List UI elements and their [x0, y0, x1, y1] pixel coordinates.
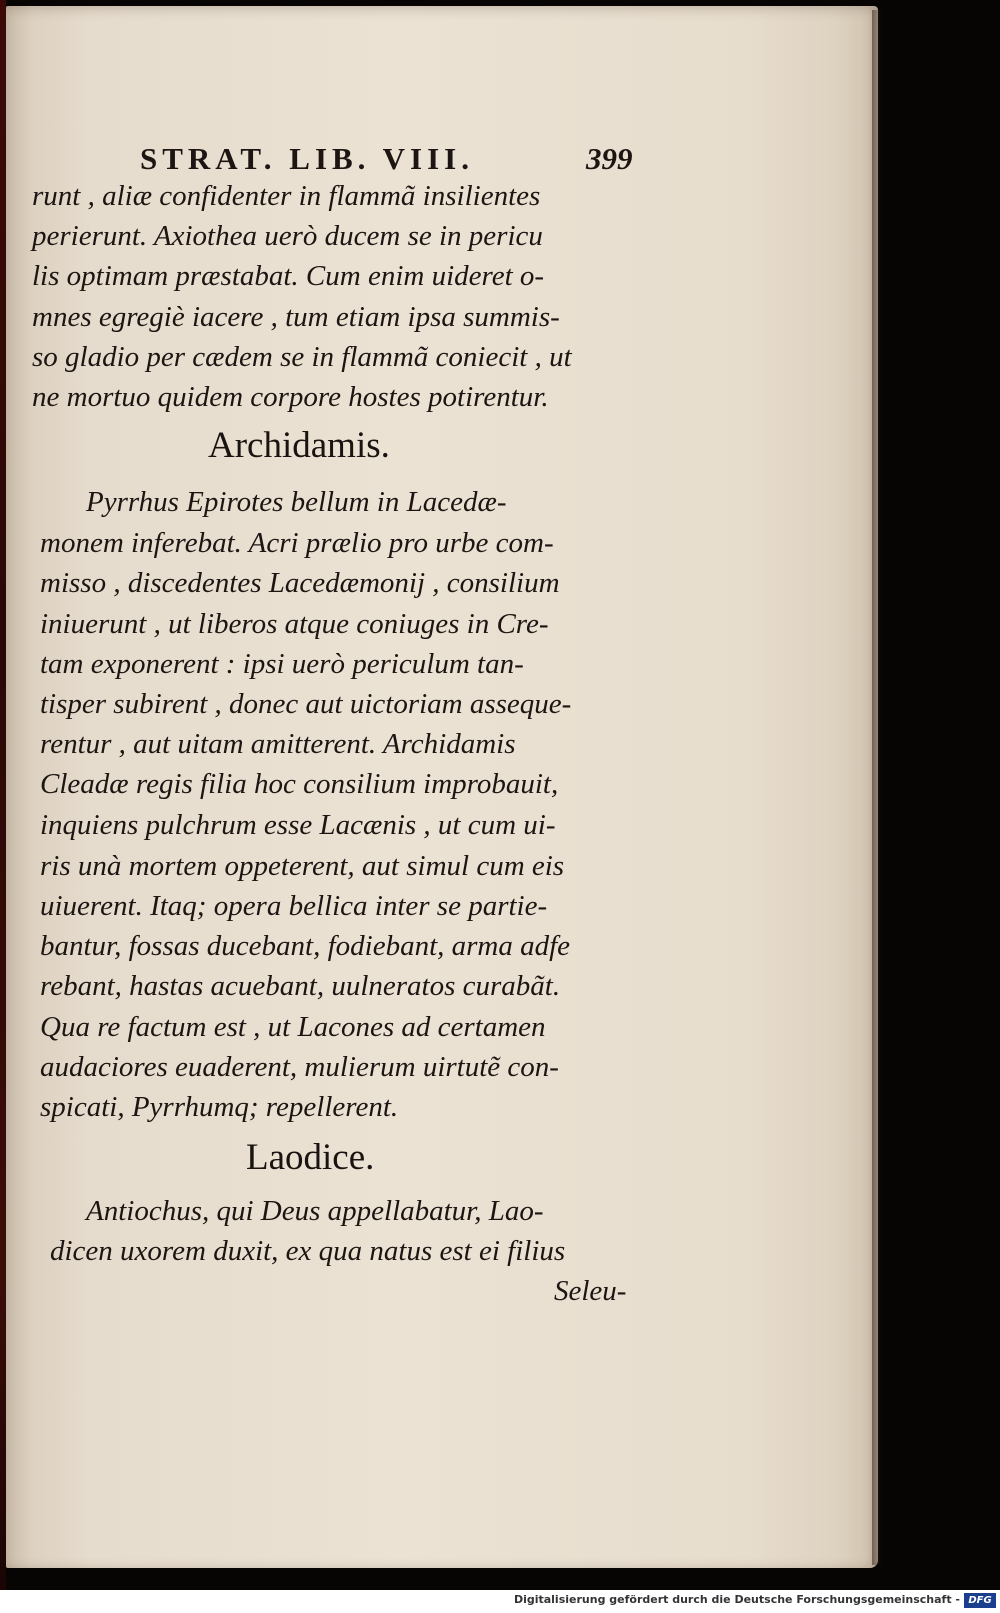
text-line: uiuerent. Itaq; opera bellica inter se partie-	[40, 890, 548, 922]
text-line: bantur, fossas ducebant, fodiebant, arma adfe	[40, 930, 571, 962]
text-line: monem inferebat. Acri prælio pro urbe com-	[40, 527, 554, 559]
text-line: tam exponerent : ipsi uerò periculum tan-	[40, 648, 524, 680]
text-line: mnes egregiè iacere , tum etiam ipsa summis-	[32, 301, 560, 333]
text-line: dicen uxorem duxit, ex qua natus est ei filius	[50, 1235, 566, 1267]
text-line: audaciores euaderent, mulierum uirtutẽ con-	[40, 1051, 559, 1083]
page-number: 399	[586, 141, 633, 176]
text-line: tisper subirent , donec aut uictoriam asseque-	[40, 688, 572, 720]
page-edge-shadow	[872, 10, 882, 1565]
text-line: Antiochus, qui Deus appellabatur, Lao-	[86, 1195, 544, 1227]
catchword: Seleu-	[554, 1275, 627, 1307]
text-line: Cleadæ regis filia hoc consilium improbauit,	[40, 768, 559, 800]
text-line: so gladio per cædem se in flammã coniecit , ut	[32, 341, 572, 373]
text-line: iniuerunt , ut liberos atque coniuges in Cre-	[40, 608, 549, 640]
text-line: Qua re factum est , ut Lacones ad certamen	[40, 1011, 546, 1043]
text-line: spicati, Pyrrhumq; repellerent.	[40, 1091, 399, 1123]
section-heading-archidamis: Archidamis.	[208, 425, 390, 466]
text-line: rentur , aut uitam amitterent. Archidamis	[40, 728, 516, 760]
book-page	[6, 6, 878, 1568]
running-head	[134, 141, 654, 177]
text-line: runt , aliæ confidenter in flammã insilientes	[32, 180, 541, 212]
text-line: misso , discedentes Lacedæmonij , consilium	[40, 567, 560, 599]
text-line: perierunt. Axiothea uerò ducem se in pericu	[32, 220, 543, 252]
funding-credit: Digitalisierung gefördert durch die Deutsche Forschungsgemeinschaft -	[513, 1593, 960, 1606]
text-line: ne mortuo quidem corpore hostes potirentur.	[32, 381, 549, 413]
text-line: lis optimam præstabat. Cum enim uideret o-	[32, 260, 545, 292]
section-heading-laodice: Laodice.	[246, 1137, 375, 1178]
text-line: inquiens pulchrum esse Lacænis , ut cum ui-	[40, 809, 556, 841]
dfg-logo: DFG	[964, 1593, 996, 1608]
text-line: Pyrrhus Epirotes bellum in Lacedæ-	[86, 486, 507, 518]
running-title: STRAT. LIB. VIII.	[140, 141, 474, 176]
text-line: ris unà mortem oppeterent, aut simul cum eis	[40, 850, 565, 882]
text-line: rebant, hastas acuebant, uulneratos curabãt.	[40, 970, 561, 1002]
footer-bar	[0, 1590, 1000, 1613]
